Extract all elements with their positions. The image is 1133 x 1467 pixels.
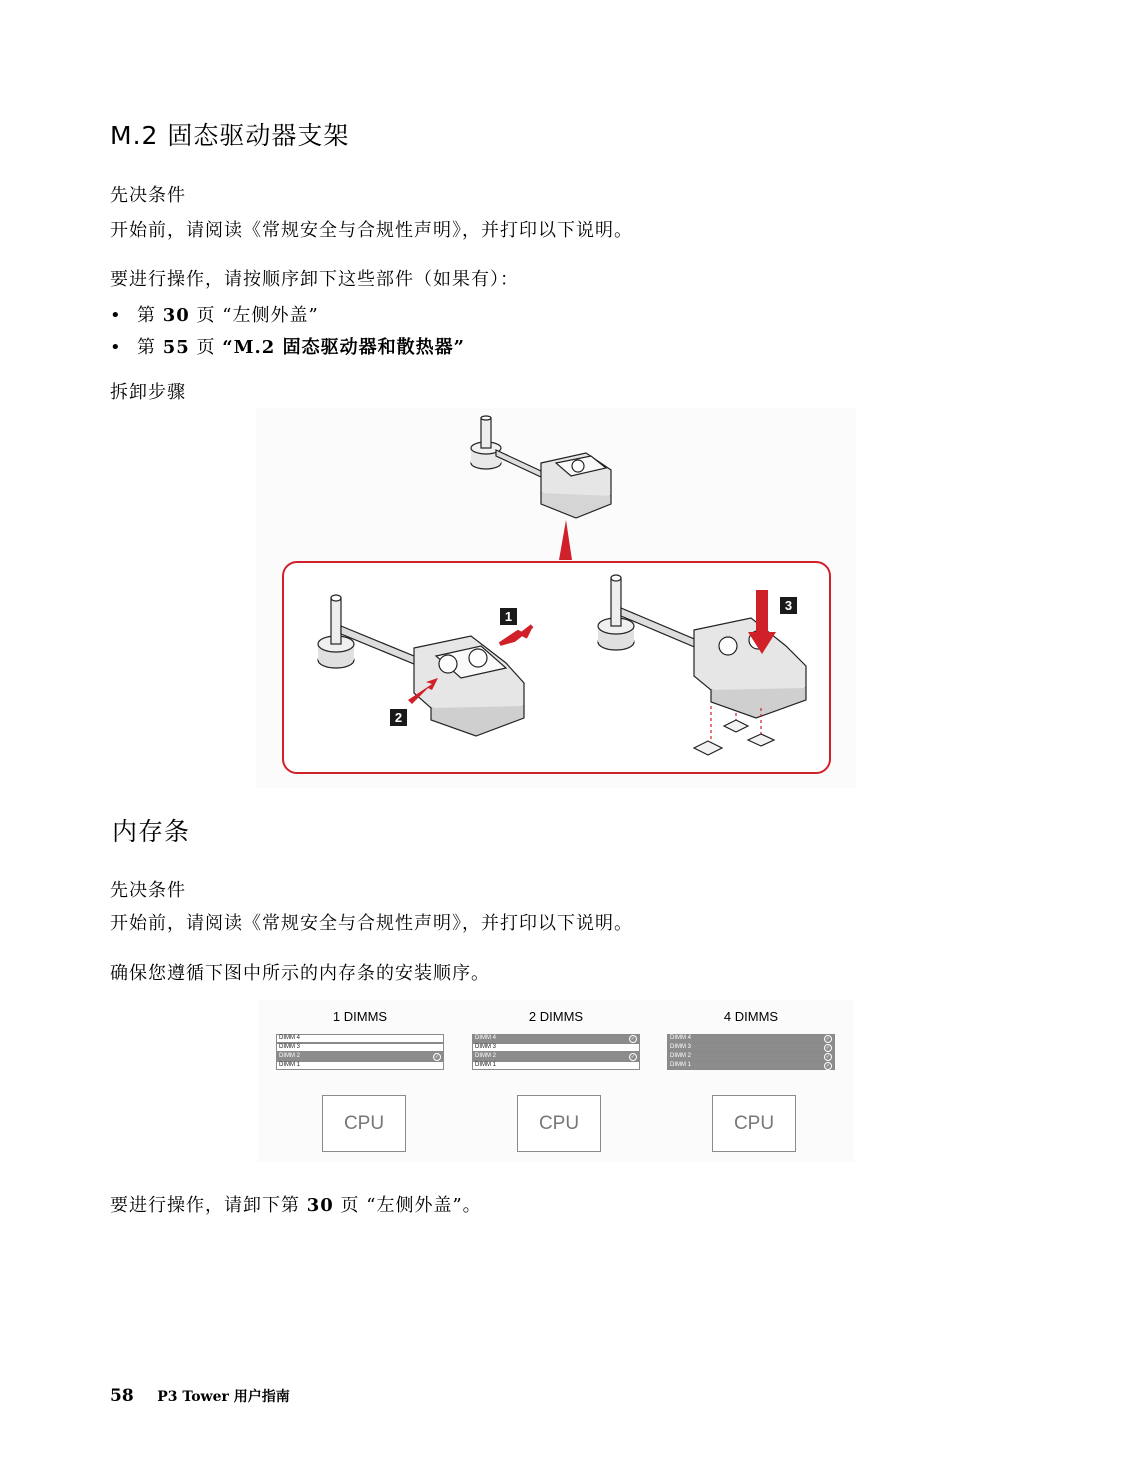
dimm-slot: DIMM 4 ✓: [667, 1034, 835, 1043]
dimm-group-title: 1 DIMMS: [332, 1009, 388, 1024]
dimm-slot: DIMM 1 ✓: [667, 1061, 835, 1070]
cpu-box: CPU: [712, 1095, 796, 1152]
dimm-slot: DIMM 4 ✓: [472, 1034, 640, 1043]
dimm-slot-stack: [472, 1034, 642, 1074]
dimm-slot: DIMM 3: [472, 1043, 640, 1052]
dimm-group-4: [667, 1000, 837, 1160]
intro-text-2: 开始前，请阅读《常规安全与合规性声明》，并打印以下说明。: [110, 913, 633, 934]
callout-1-label: 1: [504, 609, 513, 624]
cpu-box: CPU: [322, 1095, 406, 1152]
dimm-order-figure: [258, 1000, 854, 1162]
bracket-overview: [471, 416, 611, 518]
check-icon: ✓: [630, 1036, 636, 1042]
dimm-group-title: 2 DIMMS: [528, 1009, 584, 1024]
dimm-slot-stack: [276, 1034, 446, 1074]
bullet-text-pre: 第: [137, 305, 163, 326]
dimm-slot-stack: [667, 1034, 837, 1074]
callout-3-label: 3: [784, 598, 793, 613]
bullet-text-mid: 页: [189, 337, 223, 358]
steps-heading: 拆卸步骤: [110, 382, 186, 403]
part-link-left-cover[interactable]: 左侧外盖: [232, 305, 309, 326]
bullet-text-mid: 页 “: [189, 305, 233, 326]
bullet-text-pre: 第: [137, 337, 163, 358]
dimm-slot: DIMM 1: [472, 1061, 640, 1070]
dimm-slot: DIMM 2 ✓: [667, 1052, 835, 1061]
page-ref-link[interactable]: 30: [306, 1195, 334, 1216]
check-icon: ✓: [434, 1054, 440, 1060]
page-title-m2-bracket: M.2 固态驱动器支架: [110, 121, 350, 150]
install-order-text: 确保您遵循下图中所示的内存条的安装顺序。: [110, 963, 490, 984]
dimm-slot: DIMM 1: [276, 1061, 444, 1070]
page-footer: [110, 1386, 290, 1406]
dimm-slot: DIMM 3 ✓: [667, 1043, 835, 1052]
list-item: [110, 301, 319, 327]
bullet-icon: •: [110, 305, 122, 326]
cpu-box: CPU: [517, 1095, 601, 1152]
pointer-triangle: [559, 520, 572, 560]
check-icon: ✓: [825, 1036, 831, 1042]
check-icon: ✓: [825, 1045, 831, 1051]
dimm-slot: DIMM 2 ✓: [472, 1052, 640, 1061]
footer-title: P3 Tower 用户指南: [157, 1389, 290, 1405]
bullet-text-post: ”: [308, 305, 319, 326]
bullet-icon: •: [110, 337, 122, 358]
removal-diagram-svg: [256, 408, 856, 788]
check-icon: ✓: [825, 1054, 831, 1060]
dimm-slot: DIMM 2 ✓: [276, 1052, 444, 1061]
callout-2-label: 2: [394, 710, 403, 725]
page-ref-link[interactable]: 30: [162, 305, 190, 326]
dimm-slot: DIMM 3: [276, 1043, 444, 1052]
removal-illustration: [256, 408, 856, 788]
remove-intro-text: 要进行操作，请按顺序卸下这些部件（如果有）：: [110, 269, 519, 290]
part-link-m2-ssd[interactable]: “M.2 固态驱动器和散热器”: [222, 337, 465, 358]
page-ref-link[interactable]: 55: [162, 337, 190, 358]
dimm-group-1: [276, 1000, 446, 1160]
dimm-group-title: 4 DIMMS: [723, 1009, 779, 1024]
page-title-memory: 内存条: [112, 817, 191, 846]
dimm-slot: DIMM 4: [276, 1034, 444, 1043]
list-item: [110, 333, 465, 359]
remove-text-post: 页 “左侧外盖”。: [333, 1195, 482, 1216]
remove-text-pre: 要进行操作，请卸下第: [110, 1195, 307, 1216]
page-number: 58: [110, 1386, 134, 1406]
prereq-heading-1: 先决条件: [110, 185, 186, 206]
check-icon: ✓: [825, 1063, 831, 1069]
dimm-group-2: [472, 1000, 642, 1160]
check-icon: ✓: [630, 1054, 636, 1060]
intro-text-1: 开始前，请阅读《常规安全与合规性声明》，并打印以下说明。: [110, 220, 633, 241]
remove-cover-text: [110, 1191, 482, 1217]
prereq-heading-2: 先决条件: [110, 880, 186, 901]
